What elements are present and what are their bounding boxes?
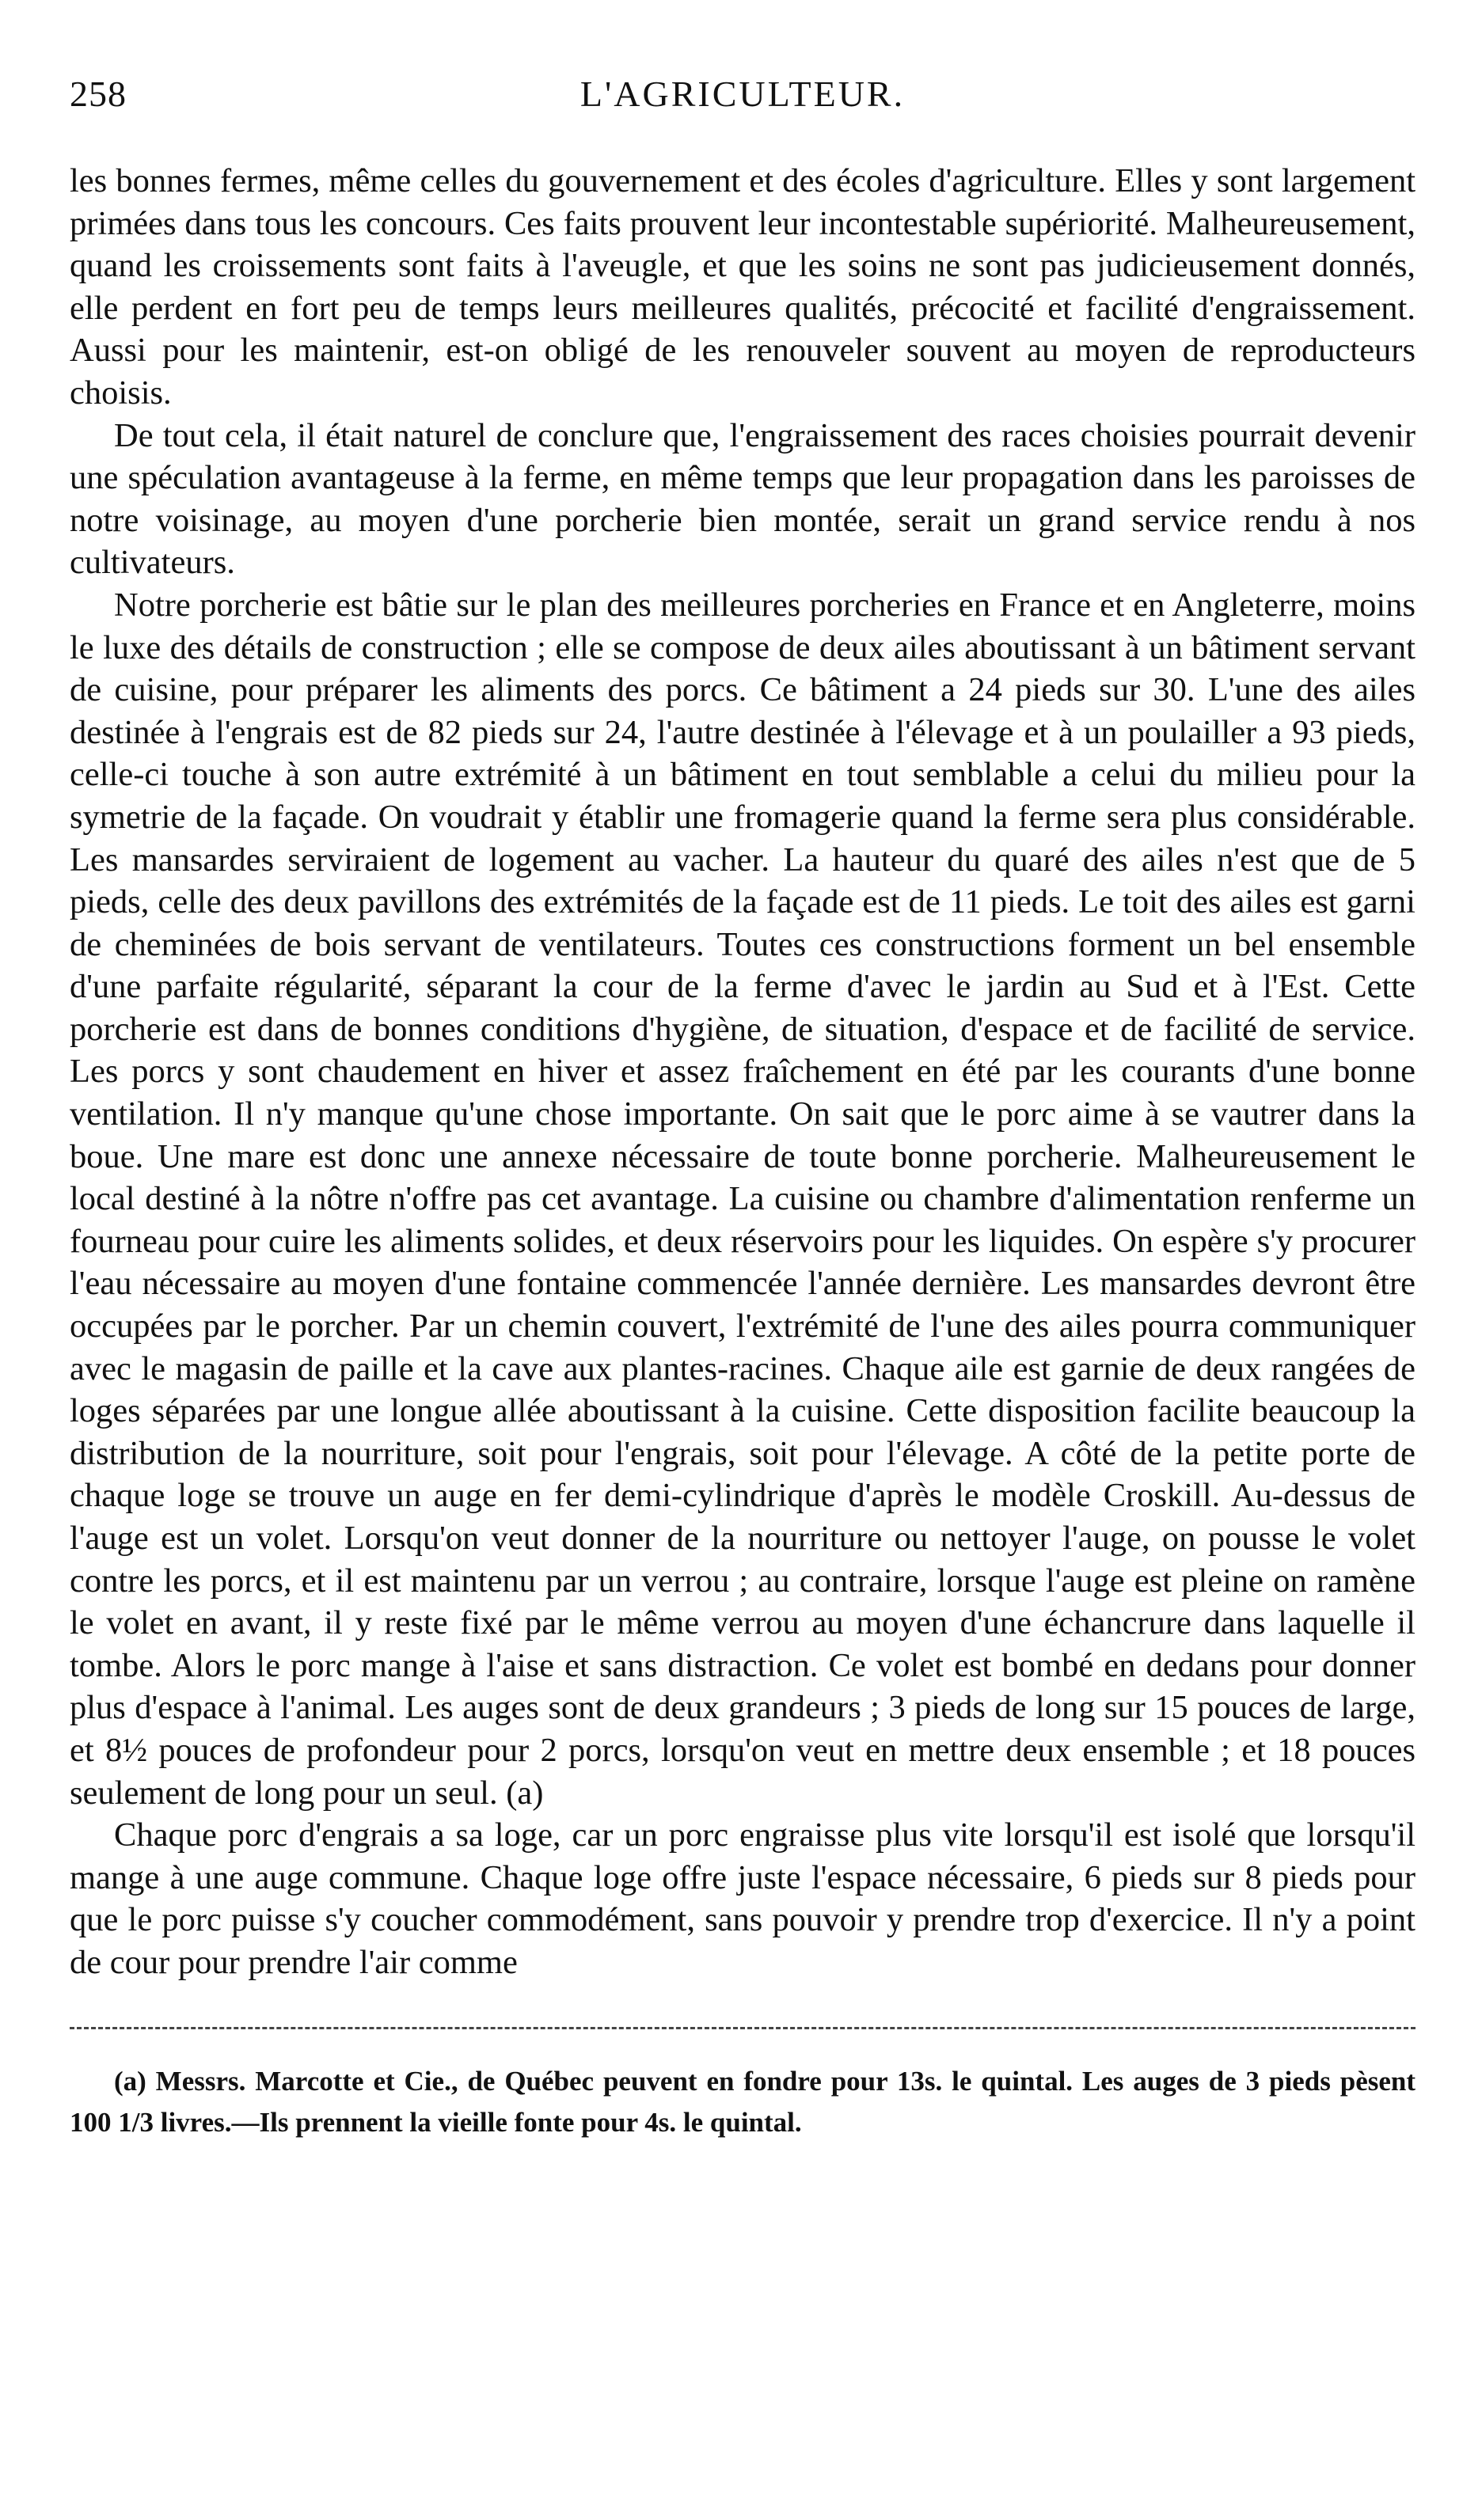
paragraph-continued: les bonnes fermes, même celles du gouvernement et des écoles d'agriculture. Elles y sont largement primées dans tous les concours. Ces faits prouvent leur incontestable supériorité. Malheureusement, quand les croissements sont faits à l'aveugle, et que les soins ne sont pas judicieusement donnés, elle perdent en fort peu de temps leurs meilleures qualités, précocité et facilité d'engraissement. Aussi pour les maintenir, est-on obligé de les renouveler souvent au moyen de reproducteurs choisis. <box>70 162 1416 412</box>
paragraph: Notre porcherie est bâtie sur le plan des meilleures porcheries en France et en Angleterre, moins le luxe des détails de construction ; elle se compose de deux ailes aboutissant à un bâtiment servant de cuisine, pour préparer les aliments des porcs. Ce bâtiment a 24 pieds sur 30. L'une des ailes destinée à l'engrais est de 82 pieds sur 24, l'autre destinée à l'élevage et à un poulailler a 93 pieds, celle-ci touche à son autre extrémité à un bâtiment en tout semblable a celui du milieu pour la symetrie de la façade. On voudrait y établir une fromagerie quand la ferme sera plus considérable. Les mansardes serviraient de logement au vacher. La hauteur du quaré des ailes n'est que de 5 pieds, celle des deux pavillons des extrémités de la façade est de 11 pieds. Le toit des ailes est garni de cheminées de bois servant de ventilateurs. Toutes ces constructions forment un bel ensemble d'une parfaite régularité, séparant la cour de la ferme d'avec le jardin au Sud et à l'Est. Cette porcherie est dans de bonnes conditions d'hygiène, de situation, d'espace et de facilité de service. Les porcs y sont chaudement en hiver et assez fraîchement en été par les courants d'une bonne ventilation. Il n'y manque qu'une chose importante. On sait que le porc aime à se vautrer dans la boue. Une mare est donc une annexe nécessaire de toute bonne porcherie. Malheureusement le local destiné à la nôtre n'offre pas cet avantage. La cuisine ou chambre d'alimentation renferme un fourneau pour cuire les aliments solides, et deux réservoirs pour les liquides. On espère s'y procurer l'eau nécessaire au moyen d'une fontaine commencée l'année dernière. Les mansardes devront être occupées par le porcher. Par un chemin couvert, l'extrémité de l'une des ailes pourra communiquer avec le magasin de paille et la cave aux plantes-racines. Chaque aile est garnie de deux rangées de loges séparées par une longue allée aboutissant à la cuisine. Cette disposition facilite beaucoup la distribution de la nourriture, soit pour l'engrais, soit pour l'élevage. A côté de la petite porte de chaque loge se trouve un auge en fer demi-cylindrique d'après le modèle Croskill. Au-dessus de l'auge est un volet. Lorsqu'on veut donner de la nourriture ou nettoyer l'auge, on pousse le volet contre les porcs, et il est maintenu par un verrou ; au contraire, lorsque l'auge est pleine on ramène le volet en avant, il y reste fixé par le même verrou au moyen d'une échancrure dans laquelle il tombe. Alors le porc mange à l'aise et sans distraction. Ce volet est bombé en dedans pour donner plus d'espace à l'animal. Les auges sont de deux grandeurs ; 3 pieds de long sur 15 pouces de large, et 8½ pouces de profondeur pour 2 porcs, lorsqu'on veut en mettre deux ensemble ; et 18 pouces seulement de long pour un seul. (a) <box>70 586 1416 1812</box>
running-title: L'AGRICULTEUR. <box>580 74 906 114</box>
page-number: 258 <box>70 74 127 114</box>
paragraph: Chaque porc d'engrais a sa loge, car un porc engraisse plus vite lorsqu'il est isolé que lorsqu'il mange à une auge commune. Chaque loge offre juste l'espace nécessaire, 6 pieds sur 8 pieds pour que le porc puisse s'y coucher commodément, sans pouvoir y prendre trop d'exercice. Il n'y a point de cour pour prendre l'air comme <box>70 1816 1416 1981</box>
footnote: (a) Messrs. Marcotte et Cie., de Québec peuvent en fondre pour 13s. le quintal. Les auges de 3 pieds pèsent 100 1/3 livres.—Ils prennent la vieille fonte pour 4s. le quintal. <box>70 2065 1416 2138</box>
footnote-rule <box>70 2027 1416 2029</box>
paragraph: De tout cela, il était naturel de conclure que, l'engraissement des races choisies pourrait devenir une spéculation avantageuse à la ferme, en même temps que leur propagation dans les paroisses de notre voisinage, au moyen d'une porcherie bien montée, serait un grand service rendu à nos cultivateurs. <box>70 416 1416 582</box>
book-page <box>70 73 1416 2171</box>
body-text <box>70 160 1416 1984</box>
running-head <box>70 73 1416 128</box>
